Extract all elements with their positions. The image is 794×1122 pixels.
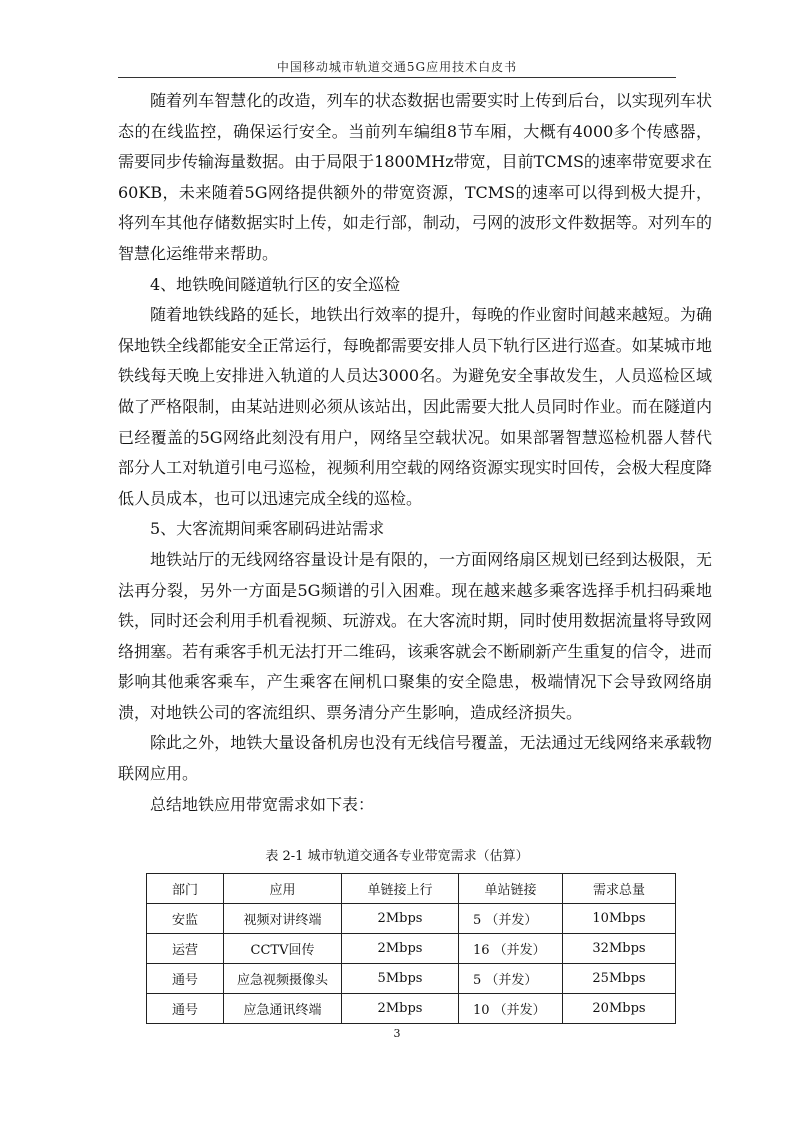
table-cell: 5Mbps [342,964,459,994]
section-heading: 5、大客流期间乘客刷码进站需求 [150,519,385,539]
table-cell: 运营 [147,934,224,964]
table-cell: 通号 [147,964,224,994]
section-heading: 4、地铁晚间隧道轨行区的安全巡检 [150,274,401,294]
table-cell: 32Mbps [563,934,676,964]
table-row [147,964,676,994]
table-cell: 应急通讯终端 [224,994,342,1024]
table-cell: 5 （并发） [459,964,563,994]
table-cell: CCTV回传 [224,934,342,964]
table-cell: 16 （并发） [459,934,563,964]
column-header: 单链接上行 [342,874,459,904]
table-cell: 20Mbps [563,994,676,1024]
table-cell: 应急视频摄像头 [224,964,342,994]
paragraph: 随着列车智慧化的改造，列车的状态数据也需要实时上传到后台，以实现列车状态的在线监控，确保运行安全。当前列车编组8节车厢，大概有4000多个传感器，需要同步传输海量数据。由于局限于1800MHz带宽，目前TCMS的速率带宽要求在60KB，未来随着5G网络提供额外的带宽资源，TCMS的速率可以得到极大提升，将列车其他存储数据实时上传，如走行部，制动，弓网的波形文件数据等。对列车的智慧化运维带来帮助。 [118,91,712,263]
column-header: 应用 [224,874,342,904]
table-cell: 10Mbps [563,904,676,934]
paragraph: 随着地铁线路的延长，地铁出行效率的提升，每晚的作业窗时间越来越短。为确保地铁全线都能安全正常运行，每晚都需要安排人员下轨行区进行巡查。如某城市地铁线每天晚上安排进入轨道的人员达3000名。为避免安全事故发生，人员巡检区域做了严格限制，由某站进则必须从该站出，因此需要大批人员同时作业。而在隧道内已经覆盖的5G网络此刻没有用户，网络呈空载状况。如果部署智慧巡检机器人替代部分人工对轨道引电弓巡检，视频利用空载的网络资源实现实时回传，会极大程度降低人员成本，也可以迅速完成全线的巡检。 [118,305,712,508]
page-number: 3 [393,1027,401,1040]
table-caption: 表 2-1 城市轨道交通各专业带宽需求（估算） [265,849,529,864]
column-header: 单站链接 [459,874,563,904]
running-header: 中国移动城市轨道交通5G应用技术白皮书 [276,60,518,74]
body-text [118,86,712,820]
header-divider [118,77,676,78]
table-cell: 2Mbps [342,994,459,1024]
table-row [147,994,676,1024]
paragraph: 除此之外，地铁大量设备机房也没有无线信号覆盖，无法通过无线网络来承载物联网应用。 [118,733,712,784]
table-cell: 5 （并发） [459,904,563,934]
bandwidth-table [146,873,676,1024]
table-cell: 2Mbps [342,904,459,934]
table-row [147,934,676,964]
table-cell: 25Mbps [563,964,676,994]
table-cell: 视频对讲终端 [224,904,342,934]
paragraph: 总结地铁应用带宽需求如下表： [150,794,375,814]
table-cell: 10 （并发） [459,994,563,1024]
table-row [147,904,676,934]
table-header-row [147,874,676,904]
paragraph: 地铁站厅的无线网络容量设计是有限的，一方面网络扇区规划已经到达极限，无法再分裂，另外一方面是5G频谱的引入困难。现在越来越多乘客选择手机扫码乘地铁，同时还会利用手机看视频、玩游戏。在大客流时期，同时使用数据流量将导致网络拥塞。若有乘客手机无法打开二维码，该乘客就会不断刷新产生重复的信令，进而影响其他乘客乘车，产生乘客在闸机口聚集的安全隐患，极端情况下会导致网络崩溃，对地铁公司的客流组织、票务清分产生影响，造成经济损失。 [118,549,712,722]
table-cell: 安监 [147,904,224,934]
column-header: 部门 [147,874,224,904]
table-cell: 通号 [147,994,224,1024]
table-cell: 2Mbps [342,934,459,964]
column-header: 需求总量 [563,874,676,904]
